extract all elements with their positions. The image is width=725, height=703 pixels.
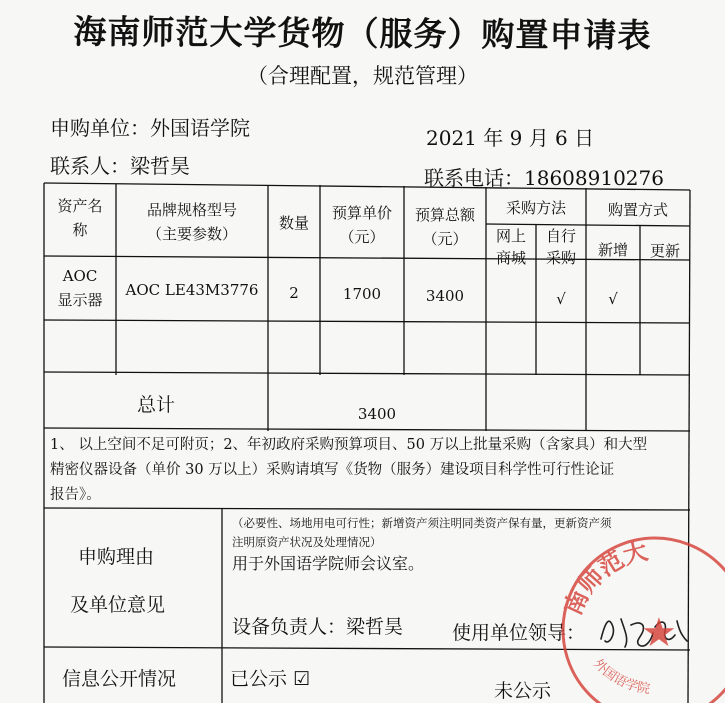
col-header-unit-price	[320, 201, 404, 249]
col-header-asset-name-line2: 称	[72, 221, 88, 239]
document-subtitle: （合理配置，规范管理）	[247, 64, 478, 88]
col-header-online-mall-line2: 商城	[495, 249, 526, 267]
row-self-procure-check: √	[556, 290, 566, 308]
note-line-1: 1、 以上空间不足可附页；2、年初政府采购预算项目、50 万以上批量采购（含家具）和大型	[50, 437, 648, 453]
col-header-brand-model-line2: （主要参数）	[146, 225, 237, 243]
row-model: AOC LE43M3776	[125, 281, 259, 299]
row-asset-name-line2: 显示器	[57, 291, 103, 309]
stamp-star: ★	[641, 610, 677, 656]
equipment-responsible-label: 设备负责人：	[232, 616, 347, 638]
col-header-unit-price-line2: （元）	[339, 228, 385, 246]
contact-person	[50, 150, 190, 179]
reason-hint-line1: （必要性、场地用电可行性；新增资产须注明同类资产保有量，更新资产须	[232, 516, 612, 530]
disclosure-public-label: 已公示	[230, 668, 288, 690]
contact-phone	[424, 162, 664, 191]
col-header-total-price-line2: （元）	[422, 230, 468, 248]
col-header-online-mall	[486, 225, 536, 269]
col-header-self-procure-line2: 采购	[545, 249, 576, 267]
total-label: 总计	[136, 394, 175, 416]
contact-phone-value: 18608910276	[524, 166, 664, 190]
disclosure-label: 信息公开情况	[62, 668, 177, 690]
reason-content: 用于外国语学院师会议室。	[232, 554, 425, 573]
disclosure-not-public: 未公示	[494, 680, 552, 702]
note-line-2: 精密仪器设备（单价 30 万以上）采购请填写《货物（服务）建设项目科学性可行性论证	[50, 462, 615, 478]
row-asset-name	[44, 264, 116, 312]
row-asset-name-line1: AOC	[62, 267, 98, 285]
equipment-responsible-value: 梁哲昊	[346, 616, 404, 638]
document-title: 海南师范大学货物（服务）购置申请表	[73, 11, 652, 56]
col-header-online-mall-line1: 网上	[495, 227, 526, 245]
reason-hint-line2: 注明原资产状况及处理情况）	[232, 535, 382, 549]
col-header-update: 更新	[649, 242, 680, 260]
applicant-unit-value: 外国语学院	[150, 116, 250, 140]
application-date: 2021 年 9 月 6 日	[426, 126, 595, 150]
col-header-quantity: 数量	[278, 214, 309, 232]
row-new-check: √	[608, 290, 618, 308]
leader-signature	[595, 605, 695, 655]
equipment-responsible	[232, 612, 403, 639]
disclosure-public	[230, 664, 310, 691]
col-header-unit-price-line1: 预算单价	[331, 204, 392, 222]
col-header-new: 新增	[597, 241, 628, 259]
col-header-asset-name	[44, 194, 116, 242]
col-header-self-procure	[536, 225, 586, 269]
unit-leader-label: 使用单位领导：	[452, 622, 586, 644]
row-quantity: 2	[289, 284, 299, 302]
col-header-brand-model	[116, 198, 268, 246]
svg-text:外国语学院	[590, 656, 651, 697]
col-header-asset-name-line1: 资产名	[57, 197, 103, 215]
contact-person-label: 联系人：	[50, 154, 130, 178]
stamp-text-top: 南师范大	[557, 535, 651, 620]
contact-phone-label: 联系电话：	[424, 166, 524, 190]
stamp-text-bottom: 外国语学院	[590, 656, 652, 698]
col-header-brand-model-line1: 品牌规格型号	[146, 201, 237, 219]
applicant-unit	[50, 112, 250, 141]
col-header-total-price-line1: 预算总额	[414, 206, 475, 224]
total-value: 3400	[357, 405, 397, 423]
reason-label-line2: 及单位意见	[70, 594, 166, 616]
col-header-procure-method: 采购方法	[505, 199, 566, 217]
row-unit-price: 1700	[342, 285, 382, 303]
col-header-self-procure-line1: 自行	[545, 227, 576, 245]
applicant-unit-label: 申购单位：	[50, 116, 150, 140]
note-line-3: 报告》。	[50, 487, 101, 503]
disclosure-public-checkbox[interactable]: ☑	[293, 668, 311, 690]
row-total: 3400	[425, 287, 465, 305]
col-header-purchase-type: 购置方式	[607, 201, 668, 219]
contact-person-value: 梁哲昊	[130, 154, 190, 178]
col-header-total-price	[404, 203, 486, 251]
reason-label-line1: 申购理由	[78, 546, 155, 568]
